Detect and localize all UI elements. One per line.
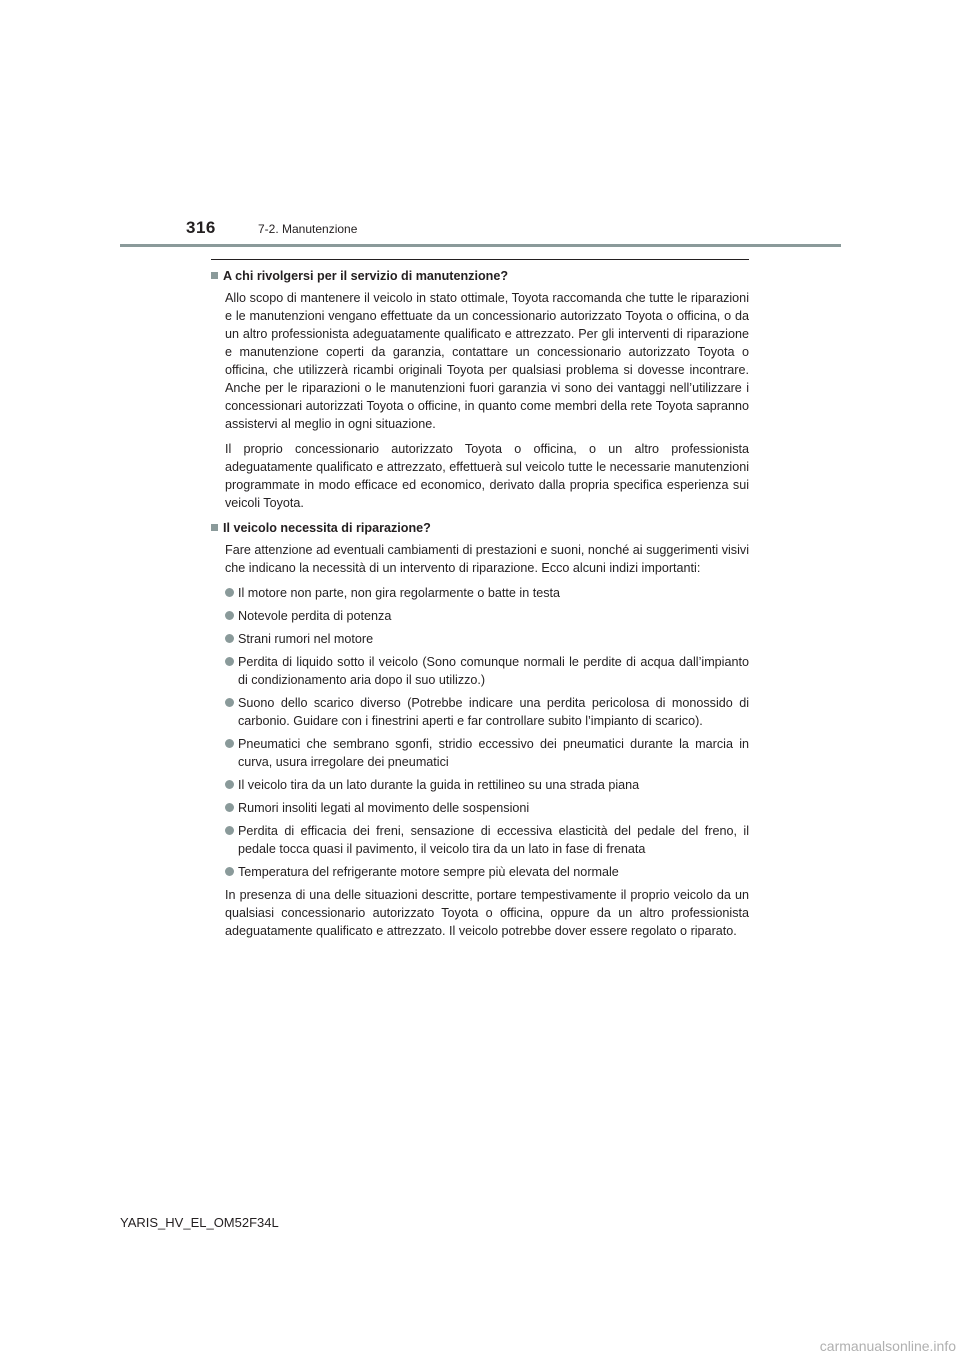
- list-item: [225, 630, 749, 648]
- list-item: [225, 863, 749, 881]
- list-item-text: Temperatura del refrigerante motore sempre più elevata del normale: [238, 865, 619, 879]
- list-item-text: Rumori insoliti legati al movimento delle sospensioni: [238, 801, 530, 815]
- circle-bullet-icon: [225, 634, 234, 643]
- chapter-title: 7-2. Manutenzione: [258, 222, 358, 236]
- section-heading-text: A chi rivolgersi per il servizio di manutenzione?: [223, 269, 509, 283]
- content-rule: [211, 259, 749, 260]
- circle-bullet-icon: [225, 803, 234, 812]
- circle-bullet-icon: [225, 739, 234, 748]
- list-item: [225, 694, 749, 730]
- page-number: 316: [186, 218, 216, 237]
- circle-bullet-icon: [225, 780, 234, 789]
- section-heading: [211, 267, 749, 285]
- list-item: [225, 607, 749, 625]
- list-item: [225, 776, 749, 794]
- list-item: [225, 584, 749, 602]
- list-item-text: Il motore non parte, non gira regolarmente o batte in testa: [238, 586, 561, 600]
- paragraph: Fare attenzione ad eventuali cambiamenti di prestazioni e suoni, nonché ai suggerimenti visivi che indicano la necessità di un intervento di riparazione. Ecco alcuni indizi importanti:: [225, 543, 749, 575]
- watermark: carmanualsonline.info: [819, 1338, 956, 1354]
- list-item-text: Pneumatici che sembrano sgonfi, stridio eccessivo dei pneumatici durante la marcia in curva, usura irregolare dei pneumatici: [238, 737, 749, 769]
- section-heading-text: Il veicolo necessita di riparazione?: [223, 521, 431, 535]
- list-item: [225, 735, 749, 771]
- list-item: [225, 653, 749, 689]
- header-rule: [120, 244, 841, 247]
- list-item-text: Il veicolo tira da un lato durante la guida in rettilineo su una strada piana: [238, 778, 640, 792]
- paragraph: Il proprio concessionario autorizzato Toyota o officina, o un altro professionista adeguatamente qualificato e attrezzato, effettuerà sul veicolo tutte le necessarie manutenzioni programmate in modo efficace ed economico, derivato dalla propria specifica esperienza sui veicoli Toyota.: [225, 442, 749, 510]
- content: [211, 259, 749, 947]
- list-item-text: Perdita di efficacia dei freni, sensazione di eccessiva elasticità del pedale del freno, il pedale tocca quasi il pavimento, il veicolo tira da un lato in fase di frenata: [238, 824, 749, 856]
- list-item-text: Strani rumori nel motore: [238, 632, 374, 646]
- circle-bullet-icon: [225, 657, 234, 666]
- section-heading: [211, 519, 749, 537]
- bullet-list: [211, 584, 749, 881]
- list-item-text: Perdita di liquido sotto il veicolo (Sono comunque normali le perdite di acqua dall’impianto di condizionamento aria dopo il suo utilizzo.): [238, 655, 749, 687]
- closing-paragraph: In presenza di una delle situazioni descritte, portare tempestivamente il proprio veicolo da un qualsiasi concessionario autorizzato Toyota o officina, oppure da un altro professionista adeguatamente qualificato e attrezzato. Il veicolo potrebbe dover essere regolato o riparato.: [225, 888, 749, 938]
- circle-bullet-icon: [225, 611, 234, 620]
- square-bullet-icon: [211, 272, 218, 279]
- circle-bullet-icon: [225, 698, 234, 707]
- paragraph: Allo scopo di mantenere il veicolo in stato ottimale, Toyota raccomanda che tutte le riparazioni e le manutenzioni vengano effettuate da un concessionario autorizzato Toyota o officina, o da un altro professionista adeguatamente qualificato e attrezzato. Per gli interventi di riparazione e manutenzione coperti da garanzia, contattare un concessionario autorizzato Toyota o officina, che utilizzerà ricambi originali Toyota per qualsiasi problema si dovesse incontrare. Anche per le riparazioni o le manutenzioni fuori garanzia vi sono dei vantaggi nell’utilizzare i concessionari autorizzati Toyota o officine, in quanto come membri della rete Toyota sapranno assistervi al meglio in ogni situazione.: [225, 291, 749, 431]
- list-item: [225, 799, 749, 817]
- circle-bullet-icon: [225, 588, 234, 597]
- list-item-text: Suono dello scarico diverso (Potrebbe indicare una perdita pericolosa di monossido di carbonio. Guidare con i finestrini aperti e far controllare subito l’impianto di scarico).: [238, 696, 749, 728]
- circle-bullet-icon: [225, 867, 234, 876]
- circle-bullet-icon: [225, 826, 234, 835]
- list-item-text: Notevole perdita di potenza: [238, 609, 392, 623]
- footer-code: YARIS_HV_EL_OM52F34L: [120, 1215, 279, 1230]
- square-bullet-icon: [211, 524, 218, 531]
- list-item: [225, 822, 749, 858]
